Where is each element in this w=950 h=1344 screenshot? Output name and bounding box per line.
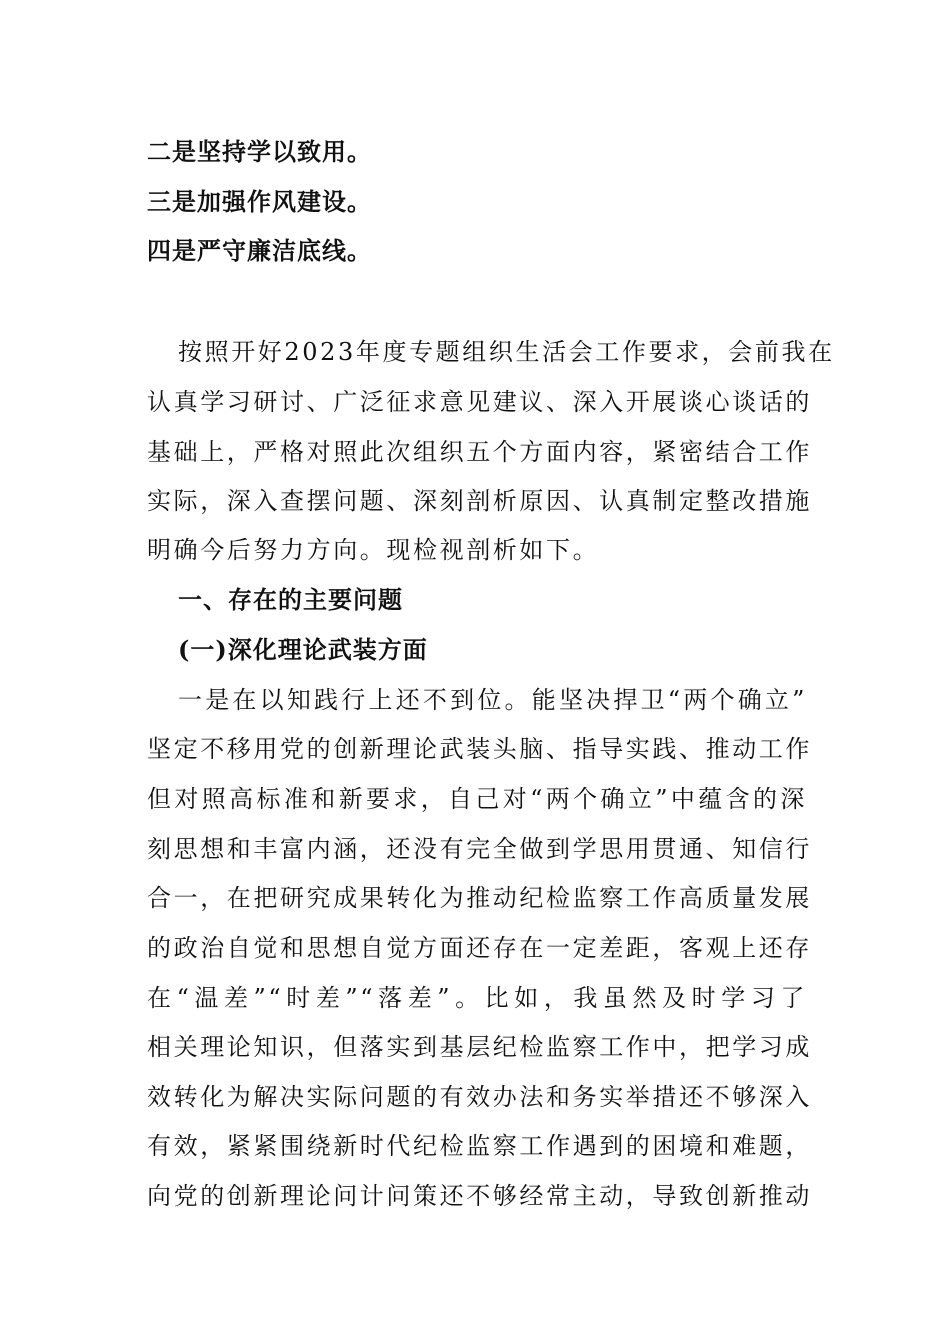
body-line-4: 刻思想和丰富内涵，还没有完全做到学思用贯通、知信行 xyxy=(147,835,812,863)
body-line-3: 但对照高标准和新要求，自己对“两个确立”中蕴含的深 xyxy=(147,785,807,813)
body-line-6: 的政治自觉和思想自觉方面还存在一定差距，客观上还存 xyxy=(147,934,812,962)
body-line-1: 一是在以知践行上还不到位。能坚决捍卫“两个确立” xyxy=(178,686,807,714)
intro-line-2: 认真学习研讨、广泛征求意见建议、深入开展谈心谈话的 xyxy=(147,388,812,416)
summary-line-3: 四是严守廉洁底线。 xyxy=(147,236,372,265)
body-line-8: 相关理论知识，但落实到基层纪检监察工作中，把学习成 xyxy=(147,1033,812,1061)
intro-line-1: 按照开好2023年度专题组织生活会工作要求，会前我在 xyxy=(178,338,835,366)
body-line-11: 向党的创新理论问计问策还不够经常主动，导致创新推动 xyxy=(147,1182,812,1210)
body-line-2: 坚定不移用党的创新理论武装头脑、指导实践、推动工作 xyxy=(147,735,812,763)
body-line-7: 在“温差”“时差”“落差”。比如，我虽然及时学习了 xyxy=(147,984,807,1012)
body-line-5: 合一，在把研究成果转化为推动纪检监察工作高质量发展 xyxy=(147,884,812,912)
body-line-9: 效转化为解决实际问题的有效办法和务实举措还不够深入 xyxy=(147,1083,812,1111)
summary-line-2: 三是加强作风建设。 xyxy=(147,187,372,216)
intro-line-5: 明确今后努力方向。现检视剖析如下。 xyxy=(147,536,600,564)
body-line-10: 有效，紧紧围绕新时代纪检监察工作遇到的困境和难题， xyxy=(147,1132,812,1160)
intro-line-3: 基础上，严格对照此次组织五个方面内容，紧密结合工作 xyxy=(147,438,812,466)
section-title: 一、存在的主要问题 xyxy=(178,585,403,614)
intro-line-4: 实际，深入查摆问题、深刻剖析原因、认真制定整改措施 xyxy=(147,487,812,515)
subsection-title: (一)深化理论武装方面 xyxy=(178,635,428,664)
summary-line-1: 二是坚持学以致用。 xyxy=(147,137,372,166)
